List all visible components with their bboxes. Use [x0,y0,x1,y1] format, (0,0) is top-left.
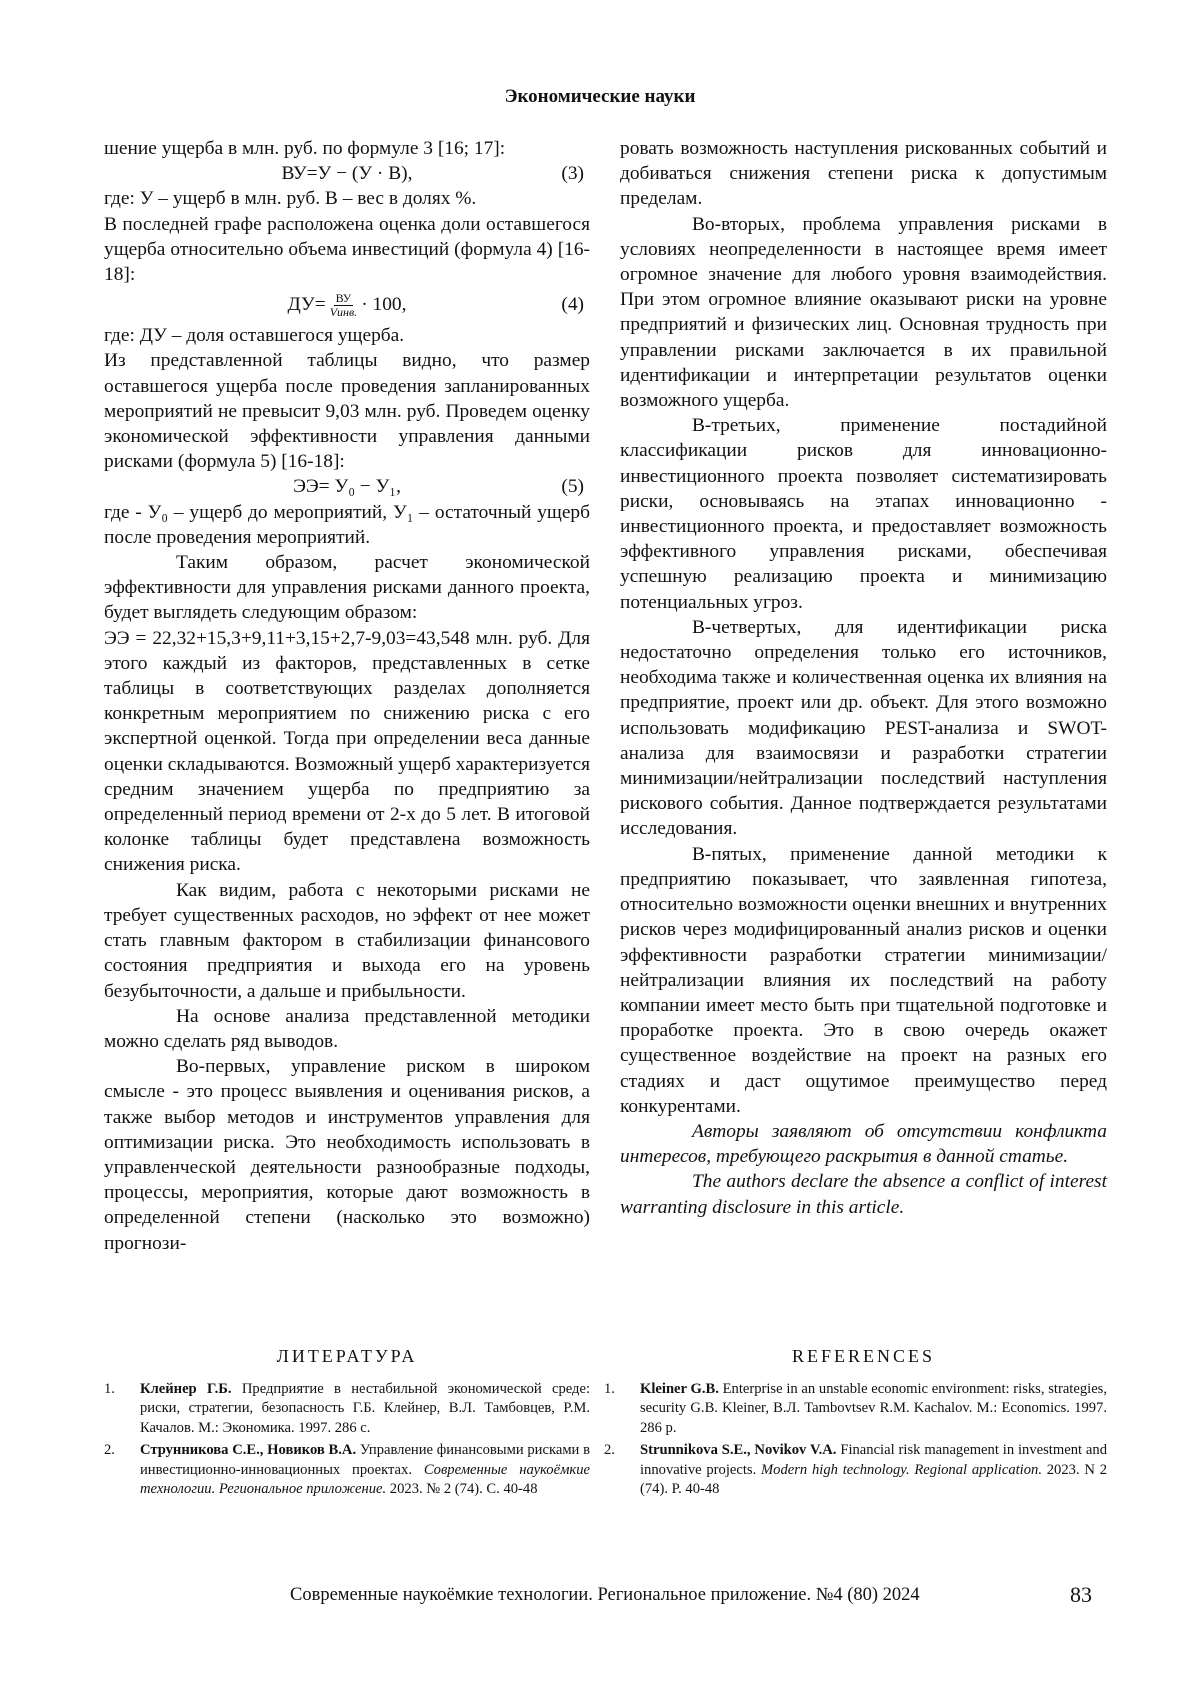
list-item [604,1380,1107,1438]
list-item [104,1441,590,1499]
conflict-statement-ru: Авторы заявляют об отсутствии конфликта интересов, требующего раскрытия в данной статье. [620,1120,1107,1168]
formula-number: (5) [561,476,584,498]
fraction-denominator: Vинв. [329,305,358,320]
paragraph: ЭЭ = 22,32+15,3+9,11+3,15+2,7-9,03=43,548 млн. руб. Для этого каждый из факторов, представленных в сетке таблицы в соответствующих разделах дополняется конкретным мероприятием по снижению риска с его экспертной оценкой. Тогда при определении веса данные оценки складываются. Возможный ущерб характеризуется средним значением ущерба по предприятию за определенный период времени от 2-х до 5 лет. В итоговой колонке таблицы будет представлена возможность снижения риска. [104,627,590,876]
ref-body: Предприятие в нестабильной экономической среде: риски, стратегии, безопасность Г.Б. Клейнер, В.Л. Тамбовцев, Р.М. Качалов. М.: Экономика. 1997. 286 с. [140,1381,591,1436]
paragraph: В-третьих, применение постадийной классификации рисков для инновационно-инвестиционного проекта позволяет систематизировать риски, основываясь на этапах инновационно - инвестиционного проекта, и предоставляет возможность эффективного управления рисками, обеспечивая успешную реализацию проекта и минимизацию потенциальных угроз. [620,415,1107,613]
right-column [620,136,1107,1220]
ref-text [140,1441,590,1499]
references-list [604,1380,1107,1502]
paragraph: шение ущерба в млн. руб. по формуле 3 [16; 17]: [104,138,506,159]
ref-author: Strunnikova S.E., Novikov V.A. [640,1442,837,1459]
ref-author: Kleiner G.B. [640,1381,719,1397]
ref-number: 1. [604,1381,615,1397]
paragraph: Из представленной таблицы видно, что размер оставшегося ущерба после проведения запланированных мероприятий не превысит 9,03 млн. руб. Проведем оценку экономической эффективности управления данными рисками (формула 5) [16-18]: [104,350,590,473]
section-header: Экономические науки [504,86,696,107]
conflict-statement-en: The authors declare the absence a conflict of interest warranting disclosure in this article. [620,1171,1107,1218]
paragraph: В-четвертых, для идентификации риска недостаточно определения только его источников, необходима также и количественная оценка их влияния на предприятие, проект или др. объект. Для этого возможно использовать модификацию PEST-анализа и SWOT-анализа для взаимосвязи и разработки стратегии минимизации/нейтрализации последствий наступления рискового события. Данное подтверждается результатами исследования. [620,616,1107,840]
formula-4 [104,287,590,323]
ref-number: 1. [104,1381,115,1397]
paragraph: Во-вторых, проблема управления рисками в условиях неопределенности в настоящее время имеет огромное значение для любого уровня взаимодействия. При этом огромное влияние оказывают риски на уровне предприятий и физических лиц. Основная трудность при управлении рисками заключается в их правильной идентификации и интерпретации результатов оценки возможного ущерба. [620,213,1107,412]
left-column [104,136,590,1256]
list-item [604,1441,1107,1499]
ref-text [140,1380,590,1438]
ref-tail: 2023. N 2 (74). P. 40-48 [640,1461,1107,1498]
formula-expression: ЭЭ= У₀ − У₁, [293,476,401,498]
ref-author: Струнникова С.Е., Новиков В.А. [140,1442,357,1459]
page-number: 83 [1070,1582,1092,1607]
ref-author: Клейнер Г.Б. [140,1381,232,1397]
ref-body: Управление финансовыми рисками в инвестиционно-инновационных проектах. [140,1442,590,1478]
ref-number: 2. [104,1442,115,1459]
formula-rhs: · 100, [361,294,407,316]
paragraph: Во-первых, управление риском в широком смысле - это процесс выявления и оценивания рисков, а также выбор методов и инструментов управления для оптимизации риска. Это необходимость использовать в управленческой деятельности разнообразные подходы, процессы, мероприятия, которые дают возможность в определенной степени (насколько это возможно) прогнози- [104,1056,590,1254]
references-title: REFERENCES [791,1346,936,1366]
ref-number: 2. [604,1442,615,1459]
literature-title: ЛИТЕРАТУРА [276,1346,418,1366]
formula-lhs: ДУ= [287,294,326,316]
formula-3 [104,161,590,186]
ref-text [640,1441,1107,1499]
list-item [104,1380,590,1438]
ref-body: Enterprise in an unstable economic environment: risks, strategies, security G.B. Kleiner, B.Л. Tambovtsev R.M. Kachalov. M.: Economics. 1997. 286 p. [640,1381,1107,1436]
paragraph: где - У₀ – ущерб до мероприятий, У₁ – остаточный ущерб после проведения мероприятий. [104,501,590,548]
paragraph: В-пятых, применение данной методики к предприятию показывает, что заявленная гипотеза, относительно возможности оценки внешних и внутренних рисков через модифицированный анализ рисков и оценки эффективности разработки стратегии минимизации/нейтрализации влияния их последствий на работу компании имеет место быть при тщательной подготовке и проработке проекта. Это в свою очередь окажет существенное воздействие на проект на разных его стадиях и даст ощутимое преимущество перед конкурентами. [620,843,1107,1117]
ref-text [640,1380,1107,1438]
formula-expression: ВУ=У − (У · В), [281,163,413,185]
ref-journal: Современные наукоёмкие технологии. Региональное приложение. [140,1461,590,1498]
ref-body: Financial risk management in investment and innovative projects. [640,1442,1107,1478]
paragraph: Как видим, работа с некоторыми рисками не требует существенных расходов, но эффект от нее может стать главным фактором в стабилизации финансового состояния предприятия и выхода его на уровень безубыточности, а дальше и прибыльности. [104,879,590,1002]
ref-journal: Modern high technology. Regional application. [761,1461,1042,1478]
paragraph: где: ДУ – доля оставшегося ущерба. [104,325,405,347]
formula-number: (3) [561,163,584,185]
paragraph: где: У – ущерб в млн. руб. В – вес в долях %. [104,188,477,210]
formula-number: (4) [561,294,584,316]
paragraph: В последней графе расположена оценка доли оставшегося ущерба относительно объема инвестиций (формула 4) [16-18]: [104,213,590,286]
ref-tail: 2023. № 2 (74). С. 40-48 [386,1481,538,1498]
fraction-numerator: ВУ [335,291,352,306]
literature-list [104,1380,590,1502]
paragraph: ровать возможность наступления рискованных событий и добиваться снижения степени риска к допустимым пределам. [620,138,1107,210]
formula-5 [104,474,590,499]
paragraph: На основе анализа представленной методики можно сделать ряд выводов. [104,1005,590,1052]
footer-journal: Современные наукоёмкие технологии. Региональное приложение. №4 (80) 2024 [290,1585,920,1605]
formula-fraction [328,292,360,319]
paragraph: Таким образом, расчет экономической эффективности для управления рисками данного проекта, будет выглядеть следующим образом: [104,552,590,624]
